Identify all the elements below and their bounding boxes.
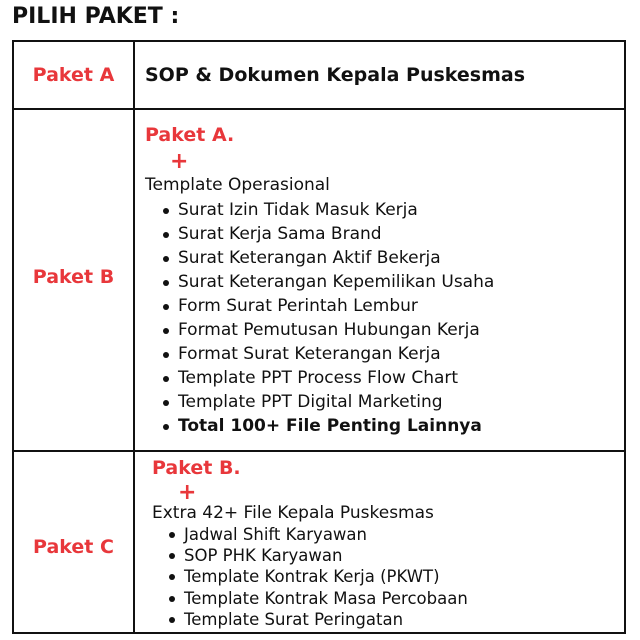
package-b-item-list bbox=[162, 198, 494, 438]
package-b-section-title: Template Operasional bbox=[145, 175, 330, 195]
list-item: Form Surat Perintah Lembur bbox=[162, 294, 494, 318]
package-c-label: Paket C bbox=[33, 536, 114, 558]
page-title: PILIH PAKET : bbox=[12, 4, 180, 29]
package-c-plus: + bbox=[178, 480, 197, 505]
package-b-includes: Paket A. bbox=[145, 124, 235, 146]
list-item: Surat Izin Tidak Masuk Kerja bbox=[162, 198, 494, 222]
column-divider bbox=[133, 42, 135, 632]
package-a-description: SOP & Dokumen Kepala Puskesmas bbox=[145, 64, 526, 86]
list-item: SOP PHK Karyawan bbox=[168, 545, 468, 566]
list-item: Format Pemutusan Hubungan Kerja bbox=[162, 318, 494, 342]
list-item: Template Kontrak Masa Percobaan bbox=[168, 588, 468, 609]
row-divider-b-c bbox=[14, 450, 624, 452]
list-item: Surat Kerja Sama Brand bbox=[162, 222, 494, 246]
package-b-label: Paket B bbox=[32, 266, 115, 288]
list-item: Format Surat Keterangan Kerja bbox=[162, 342, 494, 366]
package-c-includes: Paket B. bbox=[152, 457, 241, 479]
list-item: Surat Keterangan Kepemilikan Usaha bbox=[162, 270, 494, 294]
package-b-plus: + bbox=[170, 149, 189, 174]
list-item: Template Kontrak Kerja (PKWT) bbox=[168, 566, 468, 587]
package-c-item-list bbox=[168, 524, 468, 630]
list-item: Template PPT Digital Marketing bbox=[162, 390, 494, 414]
list-item: Template PPT Process Flow Chart bbox=[162, 366, 494, 390]
list-item: Template Surat Peringatan bbox=[168, 609, 468, 630]
list-item: Jadwal Shift Karyawan bbox=[168, 524, 468, 545]
row-divider-a-b bbox=[14, 108, 624, 110]
package-a-label: Paket A bbox=[32, 64, 115, 86]
list-item: Surat Keterangan Aktif Bekerja bbox=[162, 246, 494, 270]
package-c-section-title: Extra 42+ File Kepala Puskesmas bbox=[152, 503, 434, 523]
list-item-total: Total 100+ File Penting Lainnya bbox=[162, 414, 494, 438]
package-table bbox=[12, 40, 626, 634]
